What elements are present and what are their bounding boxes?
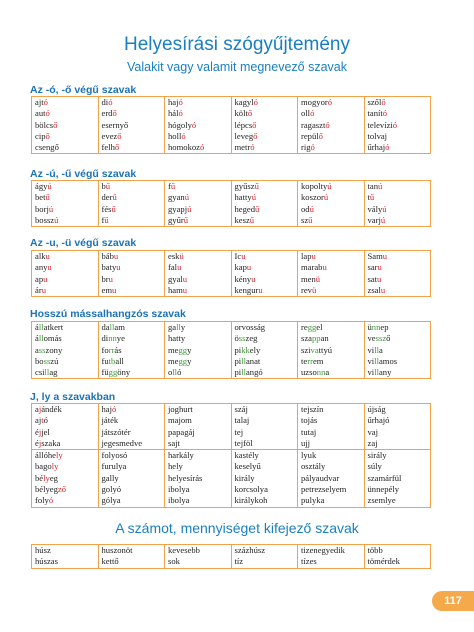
word-cell: hatty xyxy=(165,333,232,344)
word-cell: batyu xyxy=(98,262,165,273)
word-cell: levegő xyxy=(231,131,298,142)
section-heading: Az -ú, -ű végű szavak xyxy=(30,168,137,180)
table-row xyxy=(32,142,431,154)
word-cell: dió xyxy=(98,97,165,109)
word-cell: jegesmedve xyxy=(98,438,165,450)
word-cell: joghurt xyxy=(165,404,232,416)
word-cell: felhő xyxy=(98,142,165,154)
word-cell: szappan xyxy=(298,333,365,344)
word-cell: hegedű xyxy=(231,204,298,215)
word-cell: televízió xyxy=(364,120,431,131)
word-cell: játszótér xyxy=(98,427,165,438)
table-row xyxy=(32,345,431,356)
word-cell: varjú xyxy=(364,215,431,227)
word-cell: állatkert xyxy=(32,322,99,334)
word-table xyxy=(31,321,431,379)
word-cell: szű xyxy=(298,215,365,227)
page-number-tab: 117 xyxy=(432,591,474,611)
word-cell: tizenegyedik xyxy=(298,545,365,557)
word-cell: dinnye xyxy=(98,333,165,344)
table-row xyxy=(32,461,431,472)
word-cell: éjszaka xyxy=(32,438,99,450)
word-cell: falu xyxy=(165,262,232,273)
word-cell: éjjel xyxy=(32,427,99,438)
word-cell: tejföl xyxy=(231,438,298,450)
word-cell: terrem xyxy=(298,356,365,367)
word-cell: tanú xyxy=(364,181,431,193)
table-row xyxy=(32,556,431,568)
section-heading: Az -ó, -ő végű szavak xyxy=(30,84,137,96)
word-cell: forrás xyxy=(98,345,165,356)
word-cell: esernyő xyxy=(98,120,165,131)
word-cell: saru xyxy=(364,262,431,273)
word-cell: sirály xyxy=(364,450,431,462)
word-cell: gyalu xyxy=(165,274,232,285)
word-cell: gyűrű xyxy=(165,215,232,227)
word-cell: Samu xyxy=(364,251,431,263)
word-cell: uzsonna xyxy=(298,367,365,379)
word-cell: futball xyxy=(98,356,165,367)
table-row xyxy=(32,181,431,193)
word-cell: ujj xyxy=(298,438,365,450)
word-cell: ibolya xyxy=(165,495,232,507)
word-cell: tanító xyxy=(364,108,431,119)
table-row xyxy=(32,415,431,426)
word-cell: meggy xyxy=(165,356,232,367)
word-cell: ajtó xyxy=(32,97,99,109)
word-cell: korcsolya xyxy=(231,484,298,495)
word-cell: apu xyxy=(32,274,99,285)
word-cell: hamu xyxy=(165,285,232,297)
table-row xyxy=(32,404,431,416)
word-cell: furulya xyxy=(98,461,165,472)
table-row xyxy=(32,108,431,119)
word-cell: revü xyxy=(298,285,365,297)
word-cell: száj xyxy=(231,404,298,416)
word-cell: gally xyxy=(98,473,165,484)
word-cell: zsemlye xyxy=(364,495,431,507)
word-cell: harkály xyxy=(165,450,232,462)
word-cell: hajó xyxy=(98,404,165,416)
table-row xyxy=(32,367,431,379)
word-cell: dallam xyxy=(98,322,165,334)
word-cell: keszű xyxy=(231,215,298,227)
word-cell: cipő xyxy=(32,131,99,142)
word-cell: hattyú xyxy=(231,192,298,203)
word-cell: olló xyxy=(165,367,232,379)
word-cell: százhúsz xyxy=(231,545,298,557)
word-cell: súly xyxy=(364,461,431,472)
word-cell: villany xyxy=(364,367,431,379)
word-cell: betű xyxy=(32,192,99,203)
section-heading: Az -u, -ü végű szavak xyxy=(30,237,137,249)
word-cell: ajtó xyxy=(32,415,99,426)
word-cell: kényu xyxy=(231,274,298,285)
word-cell: sok xyxy=(165,556,232,568)
word-cell: bosszú xyxy=(32,356,99,367)
table-row xyxy=(32,97,431,109)
table-row xyxy=(32,251,431,263)
word-cell: függöny xyxy=(98,367,165,379)
word-cell: homokozó xyxy=(165,142,232,154)
table-row xyxy=(32,322,431,334)
table-row xyxy=(32,450,431,462)
word-cell: bű xyxy=(98,181,165,193)
word-cell: repülő xyxy=(298,131,365,142)
word-cell: metró xyxy=(231,142,298,154)
table-row xyxy=(32,285,431,297)
word-table xyxy=(31,96,431,154)
word-cell: petrezselyem xyxy=(298,484,365,495)
table-row xyxy=(32,438,431,450)
word-cell: költő xyxy=(231,108,298,119)
table-row xyxy=(32,120,431,131)
word-cell: pulyka xyxy=(298,495,365,507)
word-cell: űrhajó xyxy=(364,142,431,154)
table-row xyxy=(32,274,431,285)
word-cell: pillangó xyxy=(231,367,298,379)
bottom-section-heading: A számot, mennyiséget kifejező szavak xyxy=(115,520,359,536)
word-cell: áru xyxy=(32,285,99,297)
word-cell: zsalu xyxy=(364,285,431,297)
word-cell: király xyxy=(231,473,298,484)
word-cell: kevesebb xyxy=(165,545,232,557)
word-cell: bagoly xyxy=(32,461,99,472)
word-cell: derű xyxy=(98,192,165,203)
word-cell: játék xyxy=(98,415,165,426)
word-cell: űrhajó xyxy=(364,415,431,426)
word-cell: alku xyxy=(32,251,99,263)
word-cell: tízes xyxy=(298,556,365,568)
number-words-table xyxy=(31,544,431,569)
word-cell: villamos xyxy=(364,356,431,367)
word-cell: kapu xyxy=(231,262,298,273)
word-cell: hajó xyxy=(165,97,232,109)
word-cell: királykoh xyxy=(231,495,298,507)
page-title: Helyesírási szógyűjtemény xyxy=(124,34,350,55)
section-heading: Hosszú mássalhangzós szavak xyxy=(30,308,186,320)
table-row xyxy=(32,495,431,507)
word-cell: ünnepély xyxy=(364,484,431,495)
word-cell: holló xyxy=(165,131,232,142)
word-cell: szőlő xyxy=(364,97,431,109)
table-row xyxy=(32,204,431,215)
word-cell: golyó xyxy=(98,484,165,495)
word-cell: sajt xyxy=(165,438,232,450)
section-heading: J, ly a szavakban xyxy=(30,391,116,403)
word-cell: orvosság xyxy=(231,322,298,334)
word-cell: ünnep xyxy=(364,322,431,334)
word-cell: reggel xyxy=(298,322,365,334)
word-cell: folyosó xyxy=(98,450,165,462)
word-cell: hely xyxy=(165,461,232,472)
word-cell: hógolyó xyxy=(165,120,232,131)
word-cell: tömérdek xyxy=(364,556,431,568)
word-cell: lyuk xyxy=(298,450,365,462)
word-cell: húszas xyxy=(32,556,99,568)
word-cell: mogyoró xyxy=(298,97,365,109)
word-cell: papagáj xyxy=(165,427,232,438)
word-cell: tutaj xyxy=(298,427,365,438)
word-cell: kagyló xyxy=(231,97,298,109)
word-table xyxy=(31,250,431,297)
word-cell: csillag xyxy=(32,367,99,379)
word-cell: bölcső xyxy=(32,120,99,131)
word-cell: vessző xyxy=(364,333,431,344)
word-cell: csengő xyxy=(32,142,99,154)
word-cell: pillanat xyxy=(231,356,298,367)
word-cell: háló xyxy=(165,108,232,119)
table-row xyxy=(32,192,431,203)
word-cell: lépcső xyxy=(231,120,298,131)
word-table xyxy=(31,403,431,508)
word-cell: bosszú xyxy=(32,215,99,227)
word-cell: eskü xyxy=(165,251,232,263)
word-cell: pikkely xyxy=(231,345,298,356)
word-cell: borjú xyxy=(32,204,99,215)
word-cell: szamárfül xyxy=(364,473,431,484)
word-cell: folyó xyxy=(32,495,99,507)
word-cell: emu xyxy=(98,285,165,297)
word-cell: odú xyxy=(298,204,365,215)
table-row xyxy=(32,473,431,484)
word-cell: menü xyxy=(298,274,365,285)
word-cell: bábu xyxy=(98,251,165,263)
word-cell: keselyű xyxy=(231,461,298,472)
word-cell: Icu xyxy=(231,251,298,263)
word-cell: gyapjú xyxy=(165,204,232,215)
word-cell: bru xyxy=(98,274,165,285)
word-cell: gally xyxy=(165,322,232,334)
table-row xyxy=(32,545,431,557)
word-cell: tolvaj xyxy=(364,131,431,142)
word-cell: kenguru xyxy=(231,285,298,297)
word-cell: gyanú xyxy=(165,192,232,203)
page-subtitle: Valakit vagy valamit megnevező szavak xyxy=(126,60,347,74)
word-cell: állomás xyxy=(32,333,99,344)
word-cell: villa xyxy=(364,345,431,356)
word-cell: tű xyxy=(364,192,431,203)
word-cell: marabu xyxy=(298,262,365,273)
word-cell: satu xyxy=(364,274,431,285)
word-cell: rigó xyxy=(298,142,365,154)
word-cell: vályú xyxy=(364,204,431,215)
word-cell: húsz xyxy=(32,545,99,557)
word-cell: lapu xyxy=(298,251,365,263)
word-cell: kastély xyxy=(231,450,298,462)
word-table xyxy=(31,180,431,227)
word-cell: fű xyxy=(98,215,165,227)
word-cell: osztály xyxy=(298,461,365,472)
table-row xyxy=(32,484,431,495)
word-cell: kopoltyú xyxy=(298,181,365,193)
word-cell: tojás xyxy=(298,415,365,426)
table-row xyxy=(32,262,431,273)
table-row xyxy=(32,427,431,438)
word-cell: majom xyxy=(165,415,232,426)
word-cell: bélyeg xyxy=(32,473,99,484)
word-cell: tej xyxy=(231,427,298,438)
word-cell: ragasztó xyxy=(298,120,365,131)
word-cell: koszorú xyxy=(298,192,365,203)
word-cell: ibolya xyxy=(165,484,232,495)
word-cell: fésű xyxy=(98,204,165,215)
word-cell: ágyú xyxy=(32,181,99,193)
word-cell: talaj xyxy=(231,415,298,426)
word-cell: olló xyxy=(298,108,365,119)
word-cell: több xyxy=(364,545,431,557)
word-cell: autó xyxy=(32,108,99,119)
table-row xyxy=(32,333,431,344)
word-cell: helyesírás xyxy=(165,473,232,484)
word-cell: tejszín xyxy=(298,404,365,416)
table-row xyxy=(32,215,431,227)
word-cell: gólya xyxy=(98,495,165,507)
word-cell: meggy xyxy=(165,345,232,356)
word-cell: anyu xyxy=(32,262,99,273)
word-cell: huszonöt xyxy=(98,545,165,557)
word-cell: szivattyú xyxy=(298,345,365,356)
word-cell: erdő xyxy=(98,108,165,119)
table-row xyxy=(32,356,431,367)
word-cell: vaj xyxy=(364,427,431,438)
word-cell: asszony xyxy=(32,345,99,356)
word-cell: pályaudvar xyxy=(298,473,365,484)
word-cell: bélyegző xyxy=(32,484,99,495)
word-cell: zaj xyxy=(364,438,431,450)
word-cell: ajándék xyxy=(32,404,99,416)
word-cell: evező xyxy=(98,131,165,142)
word-cell: tíz xyxy=(231,556,298,568)
word-cell: fű xyxy=(165,181,232,193)
word-cell: gyűszű xyxy=(231,181,298,193)
word-cell: újság xyxy=(364,404,431,416)
word-cell: összeg xyxy=(231,333,298,344)
word-cell: állóhely xyxy=(32,450,99,462)
table-row xyxy=(32,131,431,142)
word-cell: kettő xyxy=(98,556,165,568)
